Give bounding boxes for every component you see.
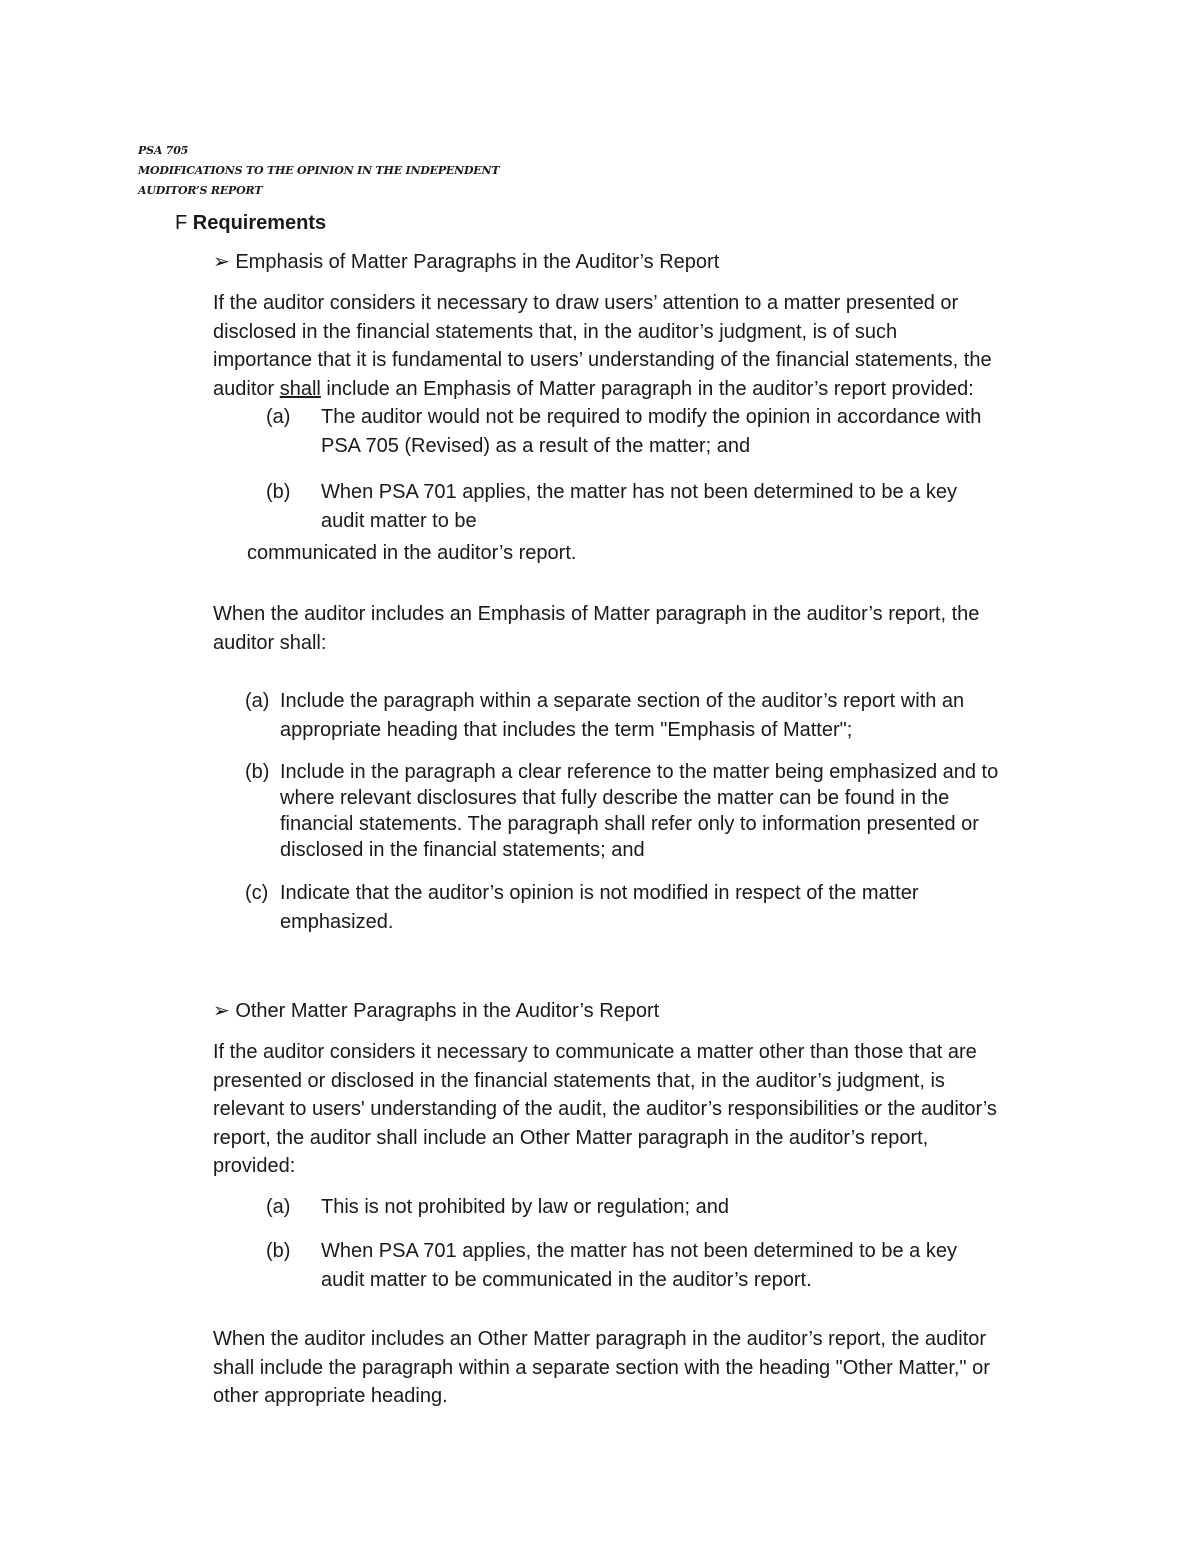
underlined-shall: shall — [279, 377, 321, 400]
continuation-text: communicated in the auditor’s report. — [247, 542, 577, 564]
list-item-text: Indicate that the auditor’s opinion is not modified in respect of the matter — [280, 882, 919, 904]
text-line — [213, 375, 992, 404]
list-item-text: emphasized. — [280, 911, 394, 933]
list-marker: (a) — [266, 1196, 291, 1218]
list-marker: (b) — [266, 481, 291, 503]
emphasis-shall-paragraph — [213, 600, 979, 657]
list-item-text: audit matter to be — [321, 510, 477, 532]
list-item-text: appropriate heading that includes the term "Emphasis of Matter"; — [280, 719, 853, 741]
list-item-text: The auditor would not be required to modify the opinion in accordance with — [321, 406, 982, 428]
text-line: When the auditor includes an Other Matter paragraph in the auditor’s report, the auditor — [213, 1328, 987, 1350]
requirements-title: Requirements — [192, 212, 327, 234]
list-item-text: When PSA 701 applies, the matter has not been determined to be a key — [321, 481, 957, 503]
emphasis-section-heading: ➢ Emphasis of Matter Paragraphs in the Auditor’s Report — [213, 251, 720, 273]
requirements-marker: F — [175, 212, 188, 234]
list-marker: (a) — [266, 406, 291, 428]
list-marker: (c) — [245, 882, 269, 904]
text-line: importance that it is fundamental to users’ understanding of the financial statements, the — [213, 349, 992, 371]
other-matter-closing-paragraph — [213, 1325, 990, 1411]
other-matter-section-heading: ➢ Other Matter Paragraphs in the Auditor’s Report — [213, 1000, 660, 1022]
other-matter-intro-paragraph — [213, 1038, 997, 1181]
text-line: disclosed in the financial statements that, in the auditor’s judgment, is of such — [213, 320, 898, 343]
header-standard-number: PSA 705 — [138, 144, 189, 157]
header-title-line-2: AUDITOR’S REPORT — [138, 184, 263, 197]
list-marker: (b) — [266, 1240, 291, 1262]
text-line: auditor shall: — [213, 631, 327, 654]
header-title-line-1: MODIFICATIONS TO THE OPINION IN THE INDEPENDENT — [138, 164, 500, 177]
list-item-text: Include the paragraph within a separate section of the auditor’s report with an — [280, 690, 965, 712]
emphasis-intro-paragraph — [213, 289, 992, 403]
requirements-heading — [175, 212, 326, 235]
list-item-text: PSA 705 (Revised) as a result of the matter; and — [321, 435, 751, 457]
text-line: report, the auditor shall include an Other Matter paragraph in the auditor’s report, — [213, 1126, 929, 1149]
text-line: other appropriate heading. — [213, 1385, 448, 1407]
document-header — [138, 141, 499, 201]
list-item-text: Include in the paragraph a clear reference to the matter being emphasized and to — [280, 761, 999, 783]
text-line: If the auditor considers it necessary to draw users’ attention to a matter presented or — [213, 292, 959, 314]
list-item-text: disclosed in the financial statements; and — [280, 839, 645, 861]
text-line: shall include the paragraph within a separate section with the heading "Other Matter," or — [213, 1356, 990, 1379]
text-line: provided: — [213, 1155, 296, 1177]
list-item-text: audit matter to be communicated in the auditor’s report. — [321, 1269, 812, 1291]
text-fragment: auditor — [213, 377, 280, 400]
text-line: presented or disclosed in the financial statements that, in the auditor’s judgment, is — [213, 1069, 945, 1092]
list-item-text: When PSA 701 applies, the matter has not been determined to be a key — [321, 1240, 957, 1262]
text-line: If the auditor considers it necessary to communicate a matter other than those that are — [213, 1041, 977, 1063]
list-item-text: This is not prohibited by law or regulation; and — [321, 1196, 730, 1218]
list-item-text: where relevant disclosures that fully describe the matter can be found in the — [280, 787, 950, 809]
list-item-text: financial statements. The paragraph shall refer only to information presented or — [280, 813, 979, 835]
list-marker: (a) — [245, 690, 270, 712]
text-line: relevant to users' understanding of the audit, the auditor’s responsibilities or the auditor’s — [213, 1098, 997, 1120]
list-marker: (b) — [245, 761, 270, 783]
text-line: When the auditor includes an Emphasis of Matter paragraph in the auditor’s report, the — [213, 603, 980, 625]
text-fragment: include an Emphasis of Matter paragraph in the auditor’s report provided: — [320, 377, 974, 400]
